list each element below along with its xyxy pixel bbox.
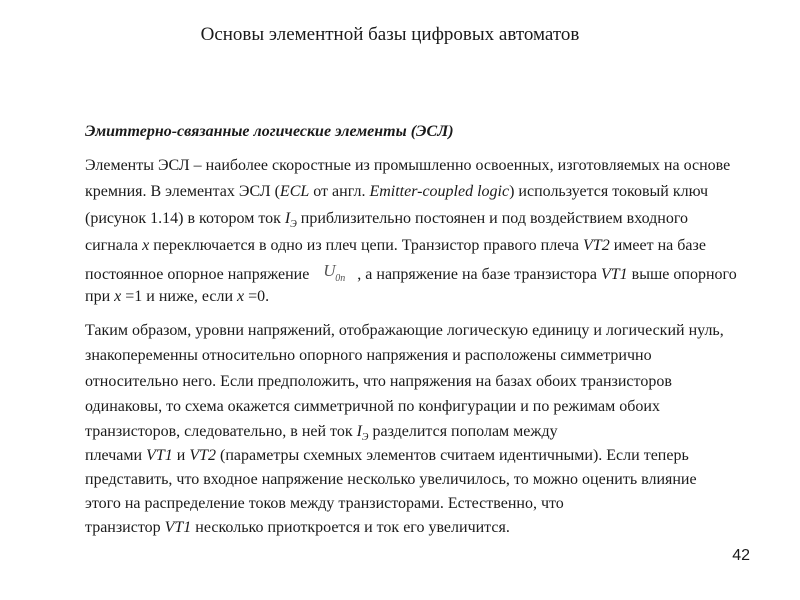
text-line [85, 288, 269, 306]
text-segment: =1 и ниже, если [121, 288, 238, 305]
text-segment: x [142, 237, 150, 254]
subscript: Э [361, 432, 369, 443]
text-line [85, 347, 652, 365]
formula-subscript: 0п [335, 273, 346, 284]
text-segment: транзистор [85, 519, 165, 536]
text-segment: , а напряжение на базе транзистора [357, 266, 601, 283]
text-segment: относительно него. Если предположить, что напряжения на базах обоих транзисторов [85, 373, 672, 390]
text-line [85, 447, 689, 465]
page-number: 42 [732, 547, 750, 564]
text-segment: ) используется токовый ключ [509, 183, 708, 200]
text-line [85, 237, 706, 255]
text-segment: x [114, 288, 122, 305]
text-segment: VT2 [189, 447, 216, 464]
text-segment: Таким образом, уровни напряжений, отображающие логическую единицу и логический нуль, [85, 322, 724, 339]
text-segment: приблизительно постоянен и под воздействием входного [296, 210, 689, 227]
text-segment: кремния. В элементах ЭСЛ ( [85, 183, 280, 200]
text-line [85, 210, 688, 228]
text-segment: x [237, 288, 245, 305]
text-line [85, 471, 697, 489]
text-segment: имеет на базе [609, 237, 706, 254]
text-segment: VT2 [583, 237, 610, 254]
text-segment: плечами [85, 447, 147, 464]
text-line [85, 183, 708, 201]
text-line [85, 519, 510, 537]
subscript: Э [290, 219, 297, 230]
text-line [85, 157, 730, 175]
text-line [85, 495, 564, 513]
text-segment: I [284, 210, 291, 227]
text-segment: одинаковы, то схема окажется симметричной по конфигурации и по режимам обоих [85, 398, 660, 415]
text-line [85, 373, 672, 391]
slide-title: Основы элементной базы цифровых автоматов [200, 24, 580, 45]
text-segment: выше опорного [627, 266, 737, 283]
text-segment: =0. [244, 288, 270, 305]
text-segment: этого на распределение токов между транзисторами. Естественно, что [85, 495, 564, 512]
text-segment: постоянное опорное напряжение [85, 266, 314, 283]
text-segment: знакопеременны относительно опорного напряжения и расположены симметрично [85, 347, 652, 364]
text-line [85, 423, 558, 441]
text-segment: от англ. [309, 183, 370, 200]
text-segment: транзисторов, следовательно, в ней ток [85, 423, 357, 440]
text-segment: Emitter-coupled logic [369, 183, 510, 200]
text-segment: VT1 [164, 519, 192, 536]
text-segment: Элементы ЭСЛ – наиболее скоростные из промышленно освоенных, изготовляемых на основе [85, 157, 731, 174]
text-segment: (рисунок 1.14) в котором ток [85, 210, 285, 227]
text-segment: при [85, 288, 115, 305]
text-segment: ECL [279, 183, 310, 200]
text-segment: I [356, 423, 362, 440]
formula-symbol: U [323, 261, 336, 280]
text-segment: VT1 [601, 266, 628, 283]
formula-u0p [313, 261, 357, 284]
text-segment: переключается в одно из плеч цепи. Транзистор правого плеча [149, 237, 584, 254]
text-segment: и [172, 447, 190, 464]
text-segment: VT1 [146, 447, 173, 464]
text-line [85, 322, 724, 340]
text-segment: разделится пополам между [368, 423, 558, 440]
text-segment: несколько приоткроется и ток его увеличится. [191, 519, 510, 536]
text-line [85, 398, 660, 416]
text-segment: представить, что входное напряжение несколько увеличилось, то можно оценить влияние [85, 471, 697, 488]
text-line [85, 263, 737, 284]
text-segment: (параметры схемных элементов считаем идентичными). Если теперь [216, 447, 689, 464]
text-segment: сигнала [85, 237, 143, 254]
section-heading: Эмиттерно-связанные логические элементы (ЭСЛ) [85, 123, 454, 140]
